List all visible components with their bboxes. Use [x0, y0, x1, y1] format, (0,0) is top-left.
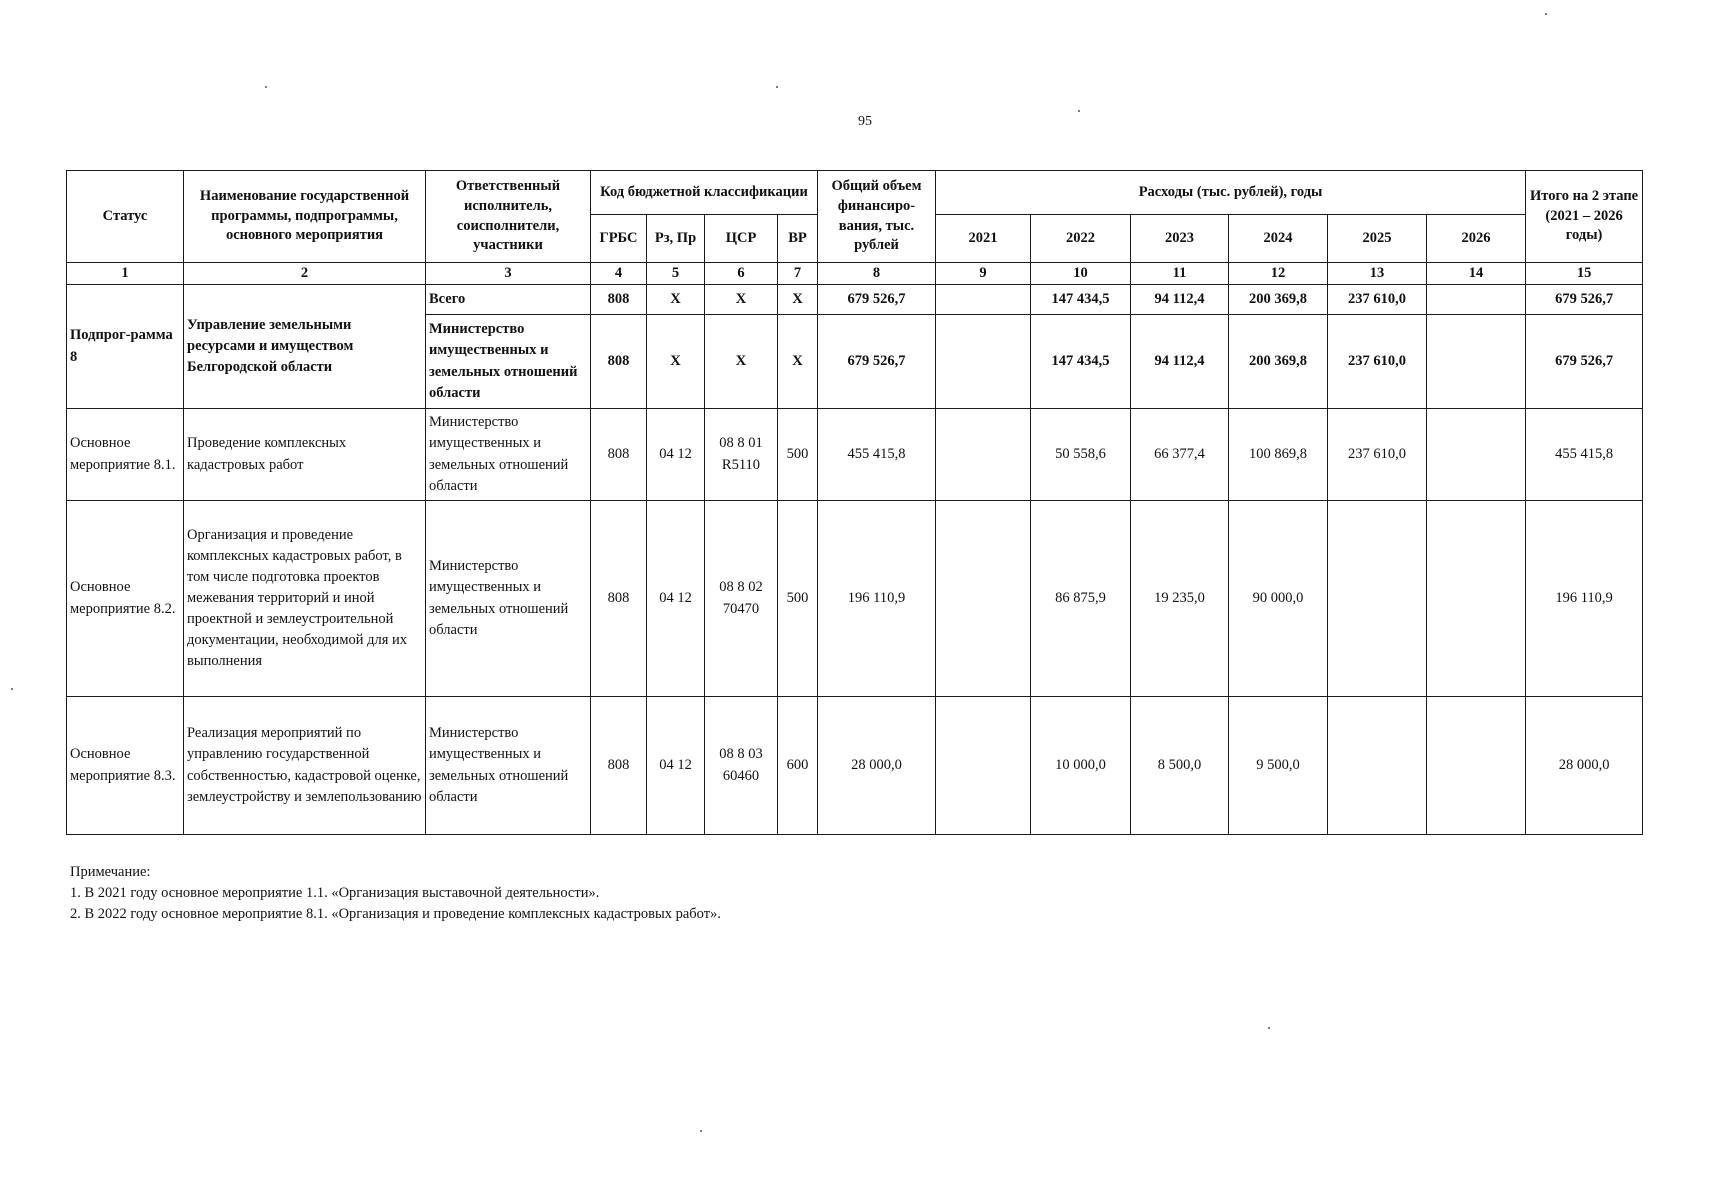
header-year-2023: 2023: [1131, 215, 1229, 263]
csr-cell: 08 8 03 60460: [705, 697, 778, 835]
measure-name: Организация и проведение комплексных кадастровых работ, в том числе подготовка проектов межевания территорий и иной проектной и землеустроительной документации, необходимой для их выполнения: [184, 501, 426, 697]
header-year-2026: 2026: [1427, 215, 1526, 263]
csr-cell: X: [705, 285, 778, 315]
scan-speck: [1545, 13, 1547, 15]
column-number: 1: [67, 263, 184, 285]
grbs-cell: 808: [591, 285, 647, 315]
year-2026-cell: [1427, 285, 1526, 315]
table-row: [67, 285, 1643, 315]
subprogram-status: Подпрог-рамма 8: [67, 285, 184, 409]
measure-status: Основное мероприятие 8.2.: [67, 501, 184, 697]
scan-speck: [1268, 1027, 1270, 1029]
header-row-1: [67, 171, 1643, 215]
rzpr-cell: 04 12: [647, 501, 705, 697]
measure-status: Основное мероприятие 8.3.: [67, 697, 184, 835]
scan-speck: [776, 86, 778, 88]
year-2025-cell: 237 610,0: [1328, 285, 1427, 315]
rzpr-cell: X: [647, 315, 705, 409]
column-number: 13: [1328, 263, 1427, 285]
header-csr: ЦСР: [705, 215, 778, 263]
stage-total-cell: 679 526,7: [1526, 285, 1643, 315]
grbs-cell: 808: [591, 315, 647, 409]
header-grbs: ГРБС: [591, 215, 647, 263]
header-executor: Ответственный исполнитель, соисполнители, участники: [426, 171, 591, 263]
header-expenses: Расходы (тыс. рублей), годы: [936, 171, 1526, 215]
vr-cell: 500: [778, 409, 818, 501]
table-row: [67, 409, 1643, 501]
year-2024-cell: 9 500,0: [1229, 697, 1328, 835]
year-2022-cell: 86 875,9: [1031, 501, 1131, 697]
csr-cell: X: [705, 315, 778, 409]
column-number: 3: [426, 263, 591, 285]
rzpr-cell: X: [647, 285, 705, 315]
year-2022-cell: 147 434,5: [1031, 315, 1131, 409]
year-2023-cell: 94 112,4: [1131, 285, 1229, 315]
total-cell: 679 526,7: [818, 285, 936, 315]
note-item: 2. В 2022 году основное мероприятие 8.1. «Организация и проведение комплексных кадастровых работ».: [70, 906, 721, 922]
year-2021-cell: [936, 501, 1031, 697]
year-2024-cell: 200 369,8: [1229, 285, 1328, 315]
header-total-volume: Общий объем финансиро-вания, тыс. рублей: [818, 171, 936, 263]
vr-cell: X: [778, 285, 818, 315]
note-item: 1. В 2021 году основное мероприятие 1.1. «Организация выставочной деятельности».: [70, 885, 600, 901]
year-2022-cell: 50 558,6: [1031, 409, 1131, 501]
year-2024-cell: 90 000,0: [1229, 501, 1328, 697]
header-year-2024: 2024: [1229, 215, 1328, 263]
column-number: 4: [591, 263, 647, 285]
header-status: Статус: [67, 171, 184, 263]
executor-cell: Всего: [426, 285, 591, 315]
csr-cell: 08 8 01 R5110: [705, 409, 778, 501]
rzpr-cell: 04 12: [647, 697, 705, 835]
total-cell: 196 110,9: [818, 501, 936, 697]
column-number: 2: [184, 263, 426, 285]
total-cell: 455 415,8: [818, 409, 936, 501]
total-cell: 28 000,0: [818, 697, 936, 835]
csr-cell: 08 8 02 70470: [705, 501, 778, 697]
year-2021-cell: [936, 285, 1031, 315]
column-number: 9: [936, 263, 1031, 285]
header-rzpr: Рз, Пр: [647, 215, 705, 263]
scan-speck: [700, 1130, 702, 1132]
total-cell: 679 526,7: [818, 315, 936, 409]
grbs-cell: 808: [591, 409, 647, 501]
scan-speck: [1078, 110, 1080, 112]
year-2026-cell: [1427, 315, 1526, 409]
measure-name: Реализация мероприятий по управлению государственной собственностью, кадастровой оценке, землеустройству и землепользованию: [184, 697, 426, 835]
year-2024-cell: 100 869,8: [1229, 409, 1328, 501]
column-number: 14: [1427, 263, 1526, 285]
year-2025-cell: [1328, 501, 1427, 697]
measure-name: Проведение комплексных кадастровых работ: [184, 409, 426, 501]
year-2022-cell: 147 434,5: [1031, 285, 1131, 315]
year-2021-cell: [936, 315, 1031, 409]
subprogram-name: Управление земельными ресурсами и имуществом Белгородской области: [184, 285, 426, 409]
year-2025-cell: 237 610,0: [1328, 409, 1427, 501]
executor-cell: Министерство имущественных и земельных отношений области: [426, 501, 591, 697]
year-2022-cell: 10 000,0: [1031, 697, 1131, 835]
column-number: 12: [1229, 263, 1328, 285]
year-2025-cell: [1328, 697, 1427, 835]
column-number-row: [67, 263, 1643, 285]
executor-cell: Министерство имущественных и земельных отношений области: [426, 315, 591, 409]
year-2026-cell: [1427, 501, 1526, 697]
measure-status: Основное мероприятие 8.1.: [67, 409, 184, 501]
stage-total-cell: 196 110,9: [1526, 501, 1643, 697]
header-year-2021: 2021: [936, 215, 1031, 263]
grbs-cell: 808: [591, 697, 647, 835]
stage-total-cell: 28 000,0: [1526, 697, 1643, 835]
year-2023-cell: 94 112,4: [1131, 315, 1229, 409]
column-number: 7: [778, 263, 818, 285]
executor-cell: Министерство имущественных и земельных отношений области: [426, 697, 591, 835]
stage-total-cell: 679 526,7: [1526, 315, 1643, 409]
year-2021-cell: [936, 409, 1031, 501]
header-year-2025: 2025: [1328, 215, 1427, 263]
page-number: 95: [858, 114, 872, 129]
table-row: [67, 697, 1643, 835]
vr-cell: X: [778, 315, 818, 409]
budget-table: [66, 170, 1643, 835]
header-vr: ВР: [778, 215, 818, 263]
year-2021-cell: [936, 697, 1031, 835]
year-2023-cell: 19 235,0: [1131, 501, 1229, 697]
rzpr-cell: 04 12: [647, 409, 705, 501]
column-number: 6: [705, 263, 778, 285]
executor-cell: Министерство имущественных и земельных отношений области: [426, 409, 591, 501]
column-number: 5: [647, 263, 705, 285]
table-row: [67, 501, 1643, 697]
notes-section: [70, 862, 721, 925]
stage-total-cell: 455 415,8: [1526, 409, 1643, 501]
year-2025-cell: 237 610,0: [1328, 315, 1427, 409]
vr-cell: 600: [778, 697, 818, 835]
scan-speck: [265, 86, 267, 88]
column-number: 15: [1526, 263, 1643, 285]
header-budget-code: Код бюджетной классификации: [591, 171, 818, 215]
year-2026-cell: [1427, 409, 1526, 501]
year-2024-cell: 200 369,8: [1229, 315, 1328, 409]
column-number: 8: [818, 263, 936, 285]
year-2023-cell: 8 500,0: [1131, 697, 1229, 835]
vr-cell: 500: [778, 501, 818, 697]
year-2026-cell: [1427, 697, 1526, 835]
header-year-2022: 2022: [1031, 215, 1131, 263]
grbs-cell: 808: [591, 501, 647, 697]
column-number: 10: [1031, 263, 1131, 285]
header-stage-total: Итого на 2 этапе (2021 – 2026 годы): [1526, 171, 1643, 263]
year-2023-cell: 66 377,4: [1131, 409, 1229, 501]
column-number: 11: [1131, 263, 1229, 285]
scan-speck: [11, 688, 13, 690]
header-name: Наименование государственной программы, подпрограммы, основного мероприятия: [184, 171, 426, 263]
notes-title: Примечание:: [70, 864, 151, 880]
